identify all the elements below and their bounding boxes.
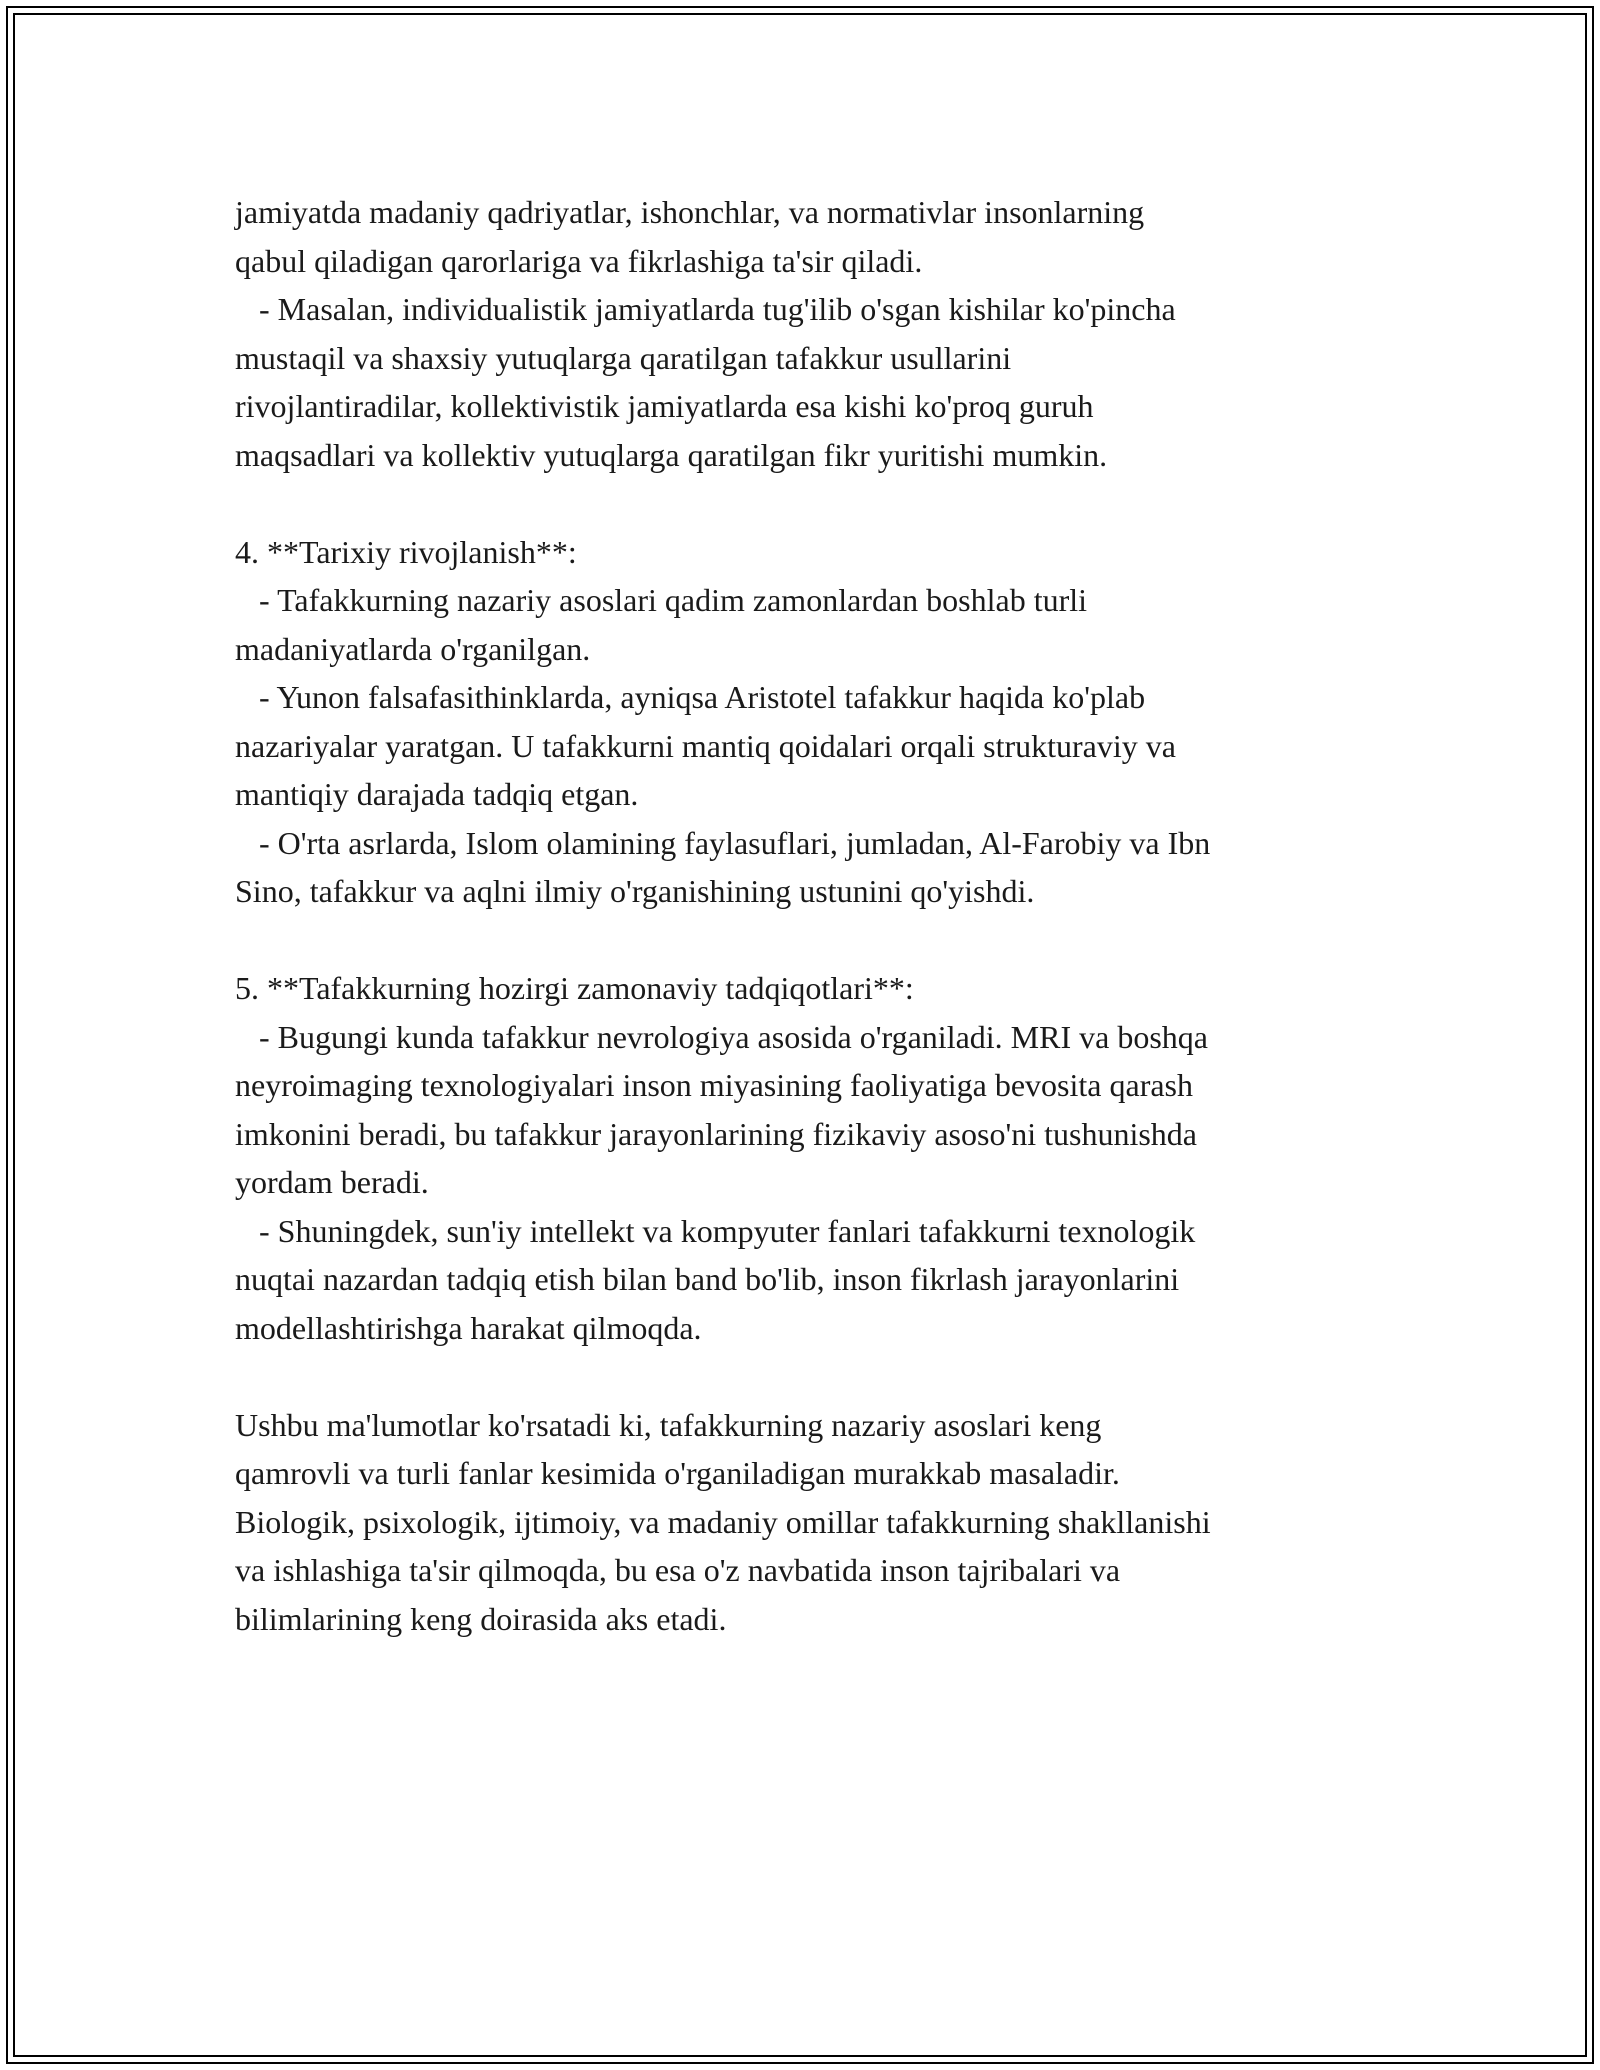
text-line: modellashtirishga harakat qilmoqda. (235, 1309, 702, 1346)
text-line: maqsadlari va kollektiv yutuqlarga qaratilgan fikr yuritishi mumkin. (235, 436, 1108, 473)
text-line: Ushbu ma'lumotlar ko'rsatadi ki, tafakkurning nazariy asoslari keng (235, 1406, 1102, 1443)
text-line: jamiyatda madaniy qadriyatlar, ishonchlar, va normativlar insonlarning (235, 194, 1145, 230)
text-line: mantiqiy darajada tadqiq etgan. (235, 776, 639, 812)
paragraph-gap (235, 479, 1375, 528)
text-line: Sino, tafakkur va aqlni ilmiy o'rganishining ustunini qo'yishdi. (235, 873, 1035, 909)
text-line: - Tafakkurning nazariy asoslari qadim zamonlardan boshlab turli (235, 582, 1088, 618)
section-heading: 4. **Tarixiy rivojlanish**: (235, 533, 577, 570)
paragraph-gap (235, 916, 1375, 965)
paragraph-gap (235, 1352, 1375, 1401)
text-line: yordam beradi. (235, 1164, 429, 1200)
document-body (235, 188, 1375, 1643)
text-line: mustaqil va shaxsiy yutuqlarga qaratilgan tafakkur usullarini (235, 339, 1012, 376)
text-line: madaniyatlarda o'rganilgan. (235, 630, 591, 667)
text-line: - Shuningdek, sun'iy intellekt va kompyuter fanlari tafakkurni texnologik (235, 1212, 1196, 1249)
text-line: nazariyalar yaratgan. U tafakkurni mantiq qoidalari orqali strukturaviy va (235, 727, 1176, 764)
text-line: - Masalan, individualistik jamiyatlarda tug'ilib o'sgan kishilar ko'pincha (235, 291, 1176, 327)
text-line: qamrovli va turli fanlar kesimida o'rganiladigan murakkab masaladir. (235, 1455, 1120, 1491)
text-line: - Bugungi kunda tafakkur nevrologiya asosida o'rganiladi. MRI va boshqa (235, 1018, 1208, 1055)
text-line: rivojlantiradilar, kollektivistik jamiyatlarda esa kishi ko'proq guruh (235, 388, 1094, 424)
text-line: qabul qiladigan qarorlariga va fikrlashiga ta'sir qiladi. (235, 242, 923, 279)
text-line: nuqtai nazardan tadqiq etish bilan band bo'lib, inson fikrlash jarayonlarini (235, 1261, 1180, 1297)
text-line: neyroimaging texnologiyalari inson miyasining faoliyatiga bevosita qarash (235, 1067, 1193, 1103)
text-line: Biologik, psixologik, ijtimoiy, va madaniy omillar tafakkurning shakllanishi (235, 1503, 1211, 1540)
section-heading: 5. **Tafakkurning hozirgi zamonaviy tadqiqotlari**: (235, 970, 914, 1006)
text-line: bilimlarining keng doirasida aks etadi. (235, 1600, 727, 1637)
text-line: - Yunon falsafasithinklarda, ayniqsa Aristotel tafakkur haqida ko'plab (235, 679, 1146, 715)
text-line: - O'rta asrlarda, Islom olamining faylasuflari, jumladan, Al-Farobiy va Ibn (235, 824, 1211, 861)
text-line: imkonini beradi, bu tafakkur jarayonlarining fizikaviy asoso'ni tushunishda (235, 1115, 1197, 1152)
text-line: va ishlashiga ta'sir qilmoqda, bu esa o'z navbatida inson tajribalari va (235, 1552, 1121, 1588)
